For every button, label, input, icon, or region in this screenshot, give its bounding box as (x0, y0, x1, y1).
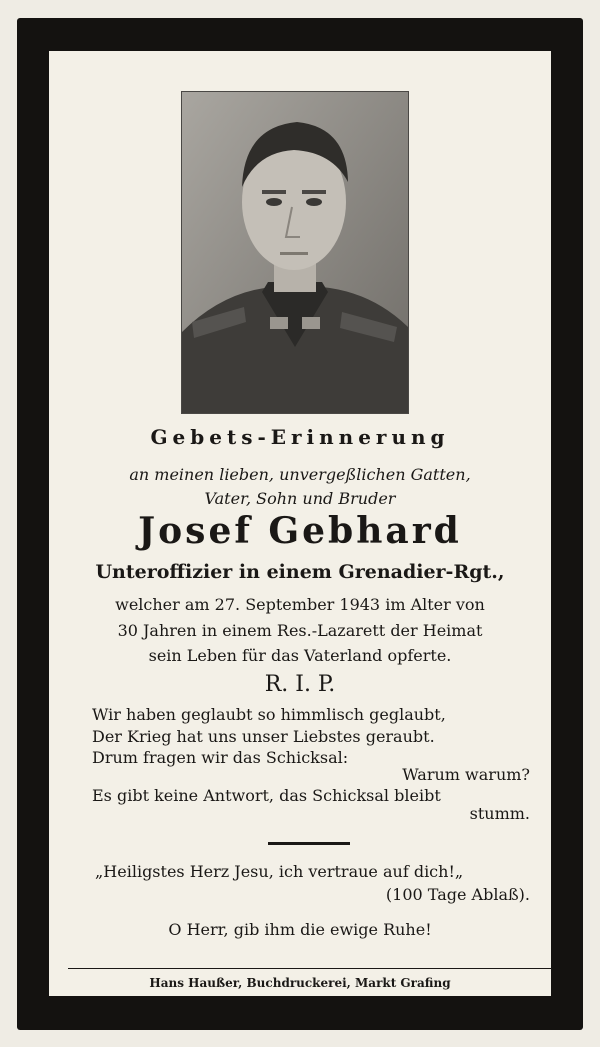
rip-text: R. I. P. (264, 672, 336, 697)
death-notice-line-1: welcher am 27. September 1943 im Alter von (115, 595, 485, 614)
military-rank: Unteroffizier in einem Grenadier-Rgt., (95, 561, 505, 583)
heading: Gebets-Erinnerung (150, 425, 450, 449)
intro-line-2: Vater, Sohn und Bruder (204, 489, 396, 508)
death-notice-line-2: 30 Jahren in einem Res.-Lazarett der Heimat (117, 621, 483, 640)
death-notice-line-3: sein Leben für das Vaterland opferte. (148, 646, 452, 665)
prayer-quote: „Heiligstes Herz Jesu, ich vertraue auf dich!„ (95, 862, 464, 881)
portrait-photo (181, 91, 409, 414)
verse-line: stumm. (469, 804, 530, 823)
verse-line: Drum fragen wir das Schicksal: (92, 748, 349, 767)
verse-line: Wir haben geglaubt so himmlisch geglaubt, (92, 705, 446, 724)
verse-line: Der Krieg hat uns unser Liebstes geraubt. (92, 727, 435, 746)
closing-prayer: O Herr, gib ihm die ewige Ruhe! (168, 920, 432, 939)
verse-line: Warum warum? (402, 765, 530, 784)
printer-imprint: Hans Haußer, Buchdruckerei, Markt Grafing (149, 976, 451, 990)
footer-rule (68, 968, 552, 969)
intro-line-1: an meinen lieben, unvergeßlichen Gatten, (129, 465, 471, 484)
indulgence-note: (100 Tage Ablaß). (385, 885, 530, 904)
verse-line: Es gibt keine Antwort, das Schicksal bleibt (92, 786, 441, 805)
deceased-name: Josef Gebhard (138, 510, 462, 552)
divider-rule (268, 842, 350, 845)
